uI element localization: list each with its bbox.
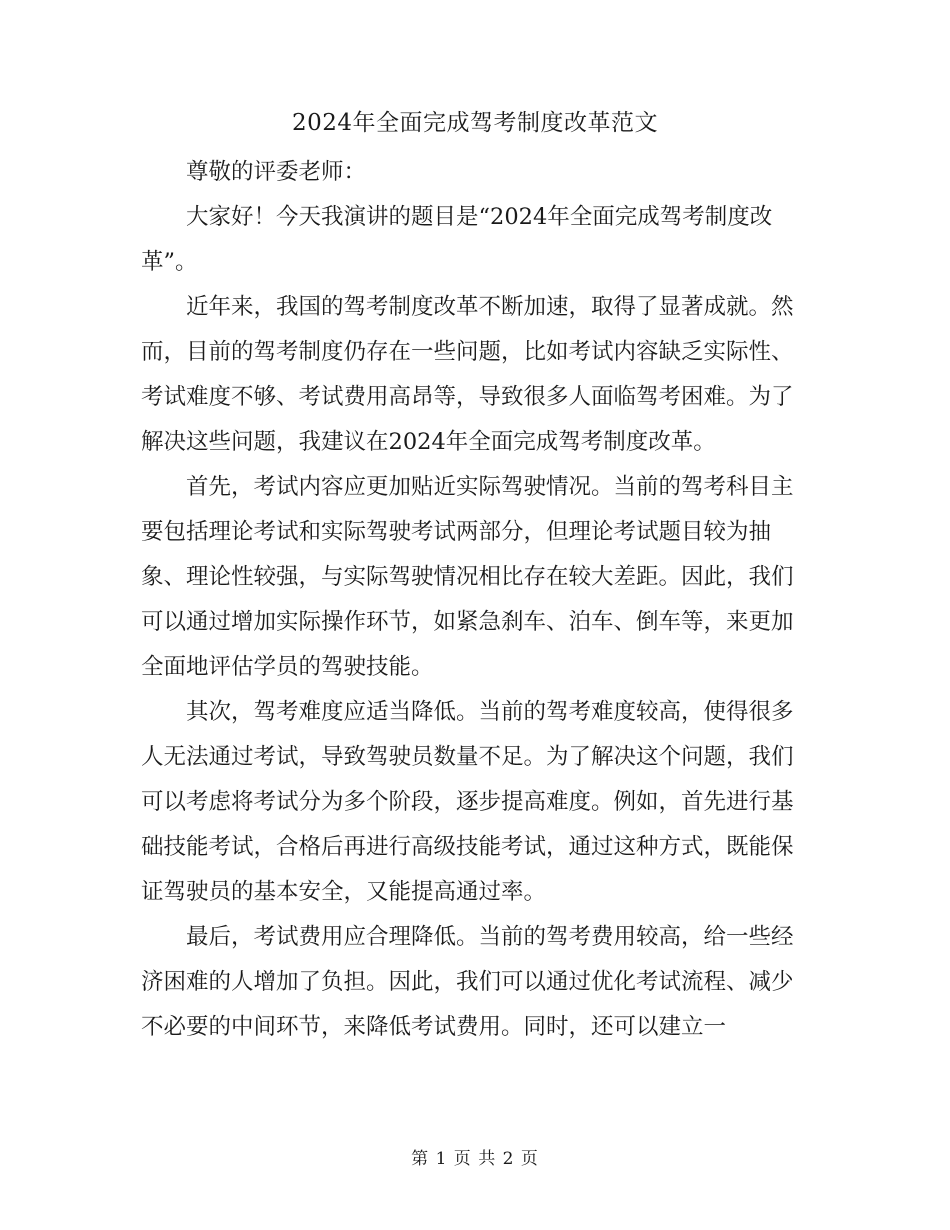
first-point-paragraph: 首先，考试内容应更加贴近实际驾驶情况。当前的驾考科目主要包括理论考试和实际驾驶考试两部分，但理论考试题目较为抽象、理论性较强，与实际驾驶情况相比存在较大差距。因此，我们可以通过增加实际操作环节，如紧急刹车、泊车、倒车等，来更加全面地评估学员的驾驶技能。 [141,474,794,680]
document-title: 2024年全面完成驾考制度改革范文 [291,110,659,136]
salutation-paragraph: 尊敬的评委老师： [186,159,367,185]
page-number-footer: 第 1 页 共 2 页 [411,1149,539,1169]
second-point-paragraph: 其次，驾考难度应适当降低。当前的驾考难度较高，使得很多人无法通过考试，导致驾驶员数量不足。为了解决这个问题，我们可以考虑将考试分为多个阶段，逐步提高难度。例如，首先进行基础技能考试，合格后再进行高级技能考试，通过这种方式，既能保证驾驶员的基本安全，又能提高通过率。 [141,699,794,905]
third-point-paragraph: 最后，考试费用应合理降低。当前的驾考费用较高，给一些经济困难的人增加了负担。因此，我们可以通过优化考试流程、减少不必要的中间环节，来降低考试费用。同时，还可以建立一 [141,924,794,1040]
greeting-paragraph: 大家好！今天我演讲的题目是“2024年全面完成驾考制度改革”。 [141,204,773,275]
intro-paragraph: 近年来，我国的驾考制度改革不断加速，取得了显著成就。然而，目前的驾考制度仍存在一些问题，比如考试内容缺乏实际性、考试难度不够、考试费用高昂等，导致很多人面临驾考困难。为了解决这些问题，我建议在2024年全面完成驾考制度改革。 [141,294,794,455]
document-body [141,150,805,1050]
